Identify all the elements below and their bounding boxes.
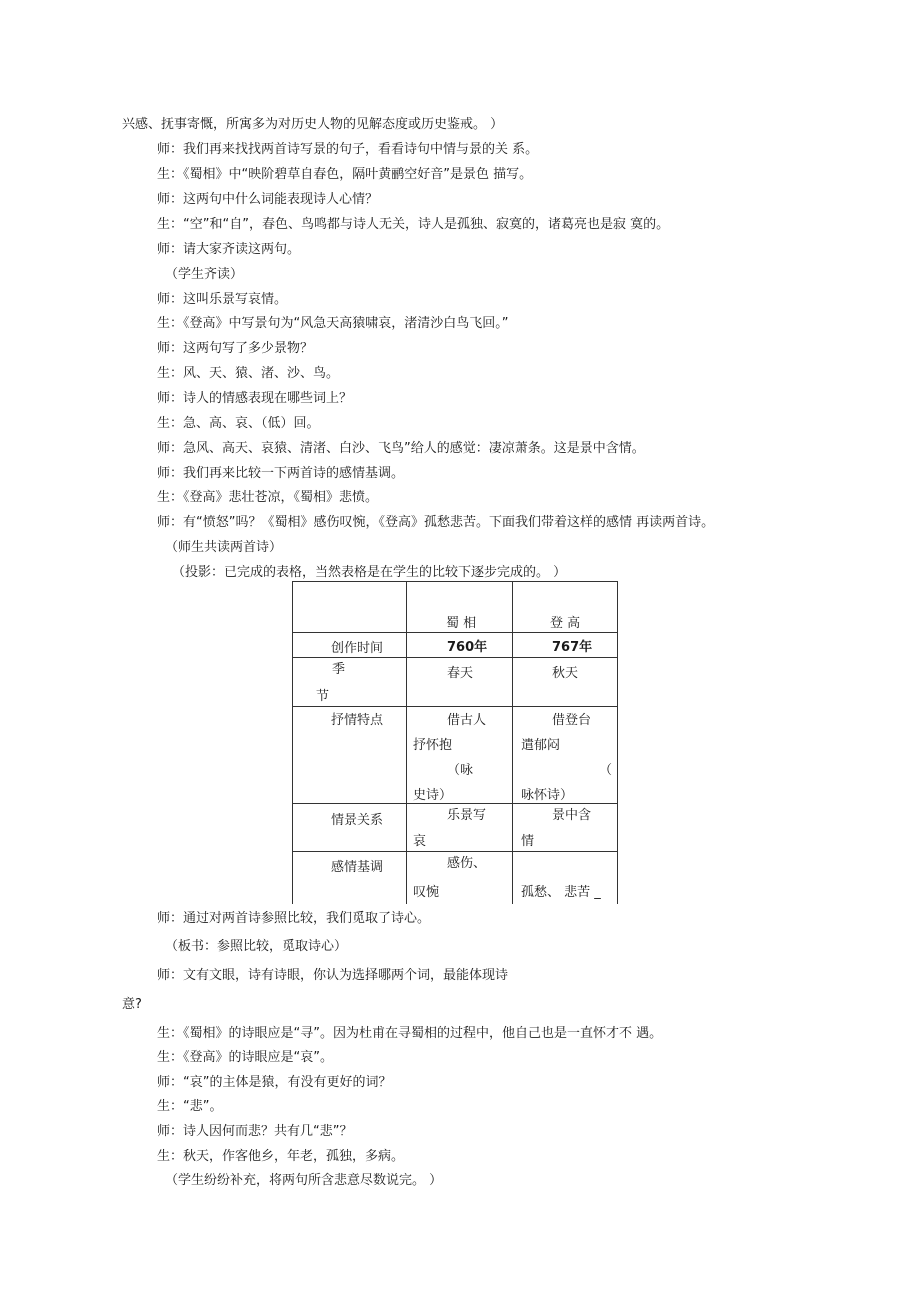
row-label: 感情基调 — [331, 860, 384, 875]
row-label: 季 — [332, 662, 346, 677]
text-line: 生：“空”和“自”，春色、鸟鸣都与诗人无关，诗人是孤独、寂寞的，诸葛亮也是寂 寞的。 — [157, 217, 670, 232]
text-line: 生：秋天，作客他乡，年老，孤独，多病。 — [157, 1149, 405, 1164]
text-line: 师：诗人的情感表现在哪些词上？ — [157, 391, 353, 406]
text-line: 生：风、天、猿、渚、沙、鸟。 — [157, 366, 340, 381]
table-cell: 767年 — [552, 640, 593, 655]
text-line: （学生纷纷补充，将两句所含悲意尽数说完。 ） — [165, 1173, 443, 1188]
table-row — [293, 633, 618, 658]
table-row — [293, 804, 618, 852]
text-line: 生：《蜀相》的诗眼应是“寻”。因为杜甫在寻蜀相的过程中，他自己也是一直怀才不 遇。 — [157, 1026, 663, 1041]
table-cell: 情 — [521, 834, 535, 849]
text-line: 师：通过对两首诗参照比较，我们觅取了诗心。 — [157, 911, 431, 926]
text-line: （板书：参照比较，觅取诗心） — [165, 939, 348, 954]
text-line: 生：急、高、哀、（低）回。 — [157, 416, 320, 431]
table-cell: 遣郁闷 — [521, 738, 561, 753]
text-line: （学生齐读） — [165, 267, 244, 282]
text-line: 生：《登高》的诗眼应是“哀”。 — [157, 1050, 333, 1065]
text-line: 师：我们再来比较一下两首诗的感情基调。 — [157, 466, 405, 481]
text-line: （投影：已完成的表格，当然表格是在学生的比较下逐步完成的。 ） — [172, 565, 567, 580]
row-label: 节 — [316, 689, 330, 704]
text-line: 生：《蜀相》中“映阶碧草自春色，隔叶黄鹂空好音”是景色 描写。 — [157, 167, 533, 182]
text-line: 师：文有文眼，诗有诗眼，你认为选择哪两个词，最能体现诗 — [157, 968, 509, 983]
row-label: 情景关系 — [331, 813, 384, 828]
text-line: 师：急风、高天、哀猿、清渚、白沙、飞鸟”给人的感觉：凄凉萧条。这是景中含情。 — [157, 441, 645, 456]
table-cell: 史诗） — [413, 788, 453, 803]
text-line: 兴感、抚事寄慨，所寓多为对历史人物的见解态度或历史鉴戒。 ） — [122, 117, 504, 132]
text-line: 师：这两句中什么词能表现诗人心情？ — [157, 192, 379, 207]
text-line: 师：“哀”的主体是猿，有没有更好的词？ — [157, 1075, 392, 1090]
table-cell: 哀 — [413, 834, 427, 849]
text-line: 师：我们再来找找两首诗写景的句子，看看诗句中情与景的关 系。 — [157, 142, 539, 157]
table-cell: 孤愁、 悲苦 _ — [521, 885, 601, 900]
text-line: 师：这两句写了多少景物？ — [157, 341, 314, 356]
text-line: 师：这叫乐景写哀情。 — [157, 292, 288, 307]
table-row — [293, 707, 618, 804]
table-cell: 春天 — [447, 666, 474, 681]
comparison-table — [292, 581, 618, 904]
table-row — [293, 658, 618, 707]
table-header-row — [293, 582, 618, 633]
table-cell: 景中含 — [552, 808, 592, 823]
table-cell: 借古人 — [447, 713, 487, 728]
table-cell: （咏 — [447, 763, 474, 778]
text-line: 生：《登高》悲壮苍凉，《蜀相》悲愤。 — [157, 490, 379, 505]
table-cell: 感伤、 — [447, 856, 487, 871]
table-row — [293, 852, 618, 904]
text-line: 生：《登高》中写景句为“风急天高猿啸哀，渚清沙白鸟飞回。” — [157, 316, 509, 331]
row-label: 创作时间 — [331, 641, 384, 656]
text-line: 意? — [122, 997, 142, 1012]
text-line: 生：“悲”。 — [157, 1099, 223, 1114]
text-line: 师：诗人因何而悲？共有几“悲”？ — [157, 1124, 353, 1139]
header-shuxiang: 蜀 相 — [407, 582, 513, 633]
header-denggao: 登 高 — [513, 582, 618, 633]
text-line: 师：请大家齐读这两句。 — [157, 242, 301, 257]
row-label: 抒情特点 — [331, 713, 384, 728]
table-cell: 乐景写 — [447, 808, 487, 823]
table-cell: 叹惋 — [413, 885, 440, 900]
table-cell: 抒怀抱 — [413, 738, 453, 753]
text-line: 师：有“愤怒”吗？《蜀相》感伤叹惋，《登高》孤愁悲苦。下面我们带着这样的感情 再读两首诗。 — [157, 515, 715, 530]
table-corner-cell — [293, 582, 407, 633]
table-cell: 借登台 — [552, 713, 592, 728]
table-cell: 咏怀诗） — [521, 788, 574, 803]
text-line: （师生共读两首诗） — [165, 540, 283, 555]
table-cell: 760年 — [447, 640, 488, 655]
table-cell: （ — [599, 763, 613, 778]
table-cell: 秋天 — [552, 666, 579, 681]
